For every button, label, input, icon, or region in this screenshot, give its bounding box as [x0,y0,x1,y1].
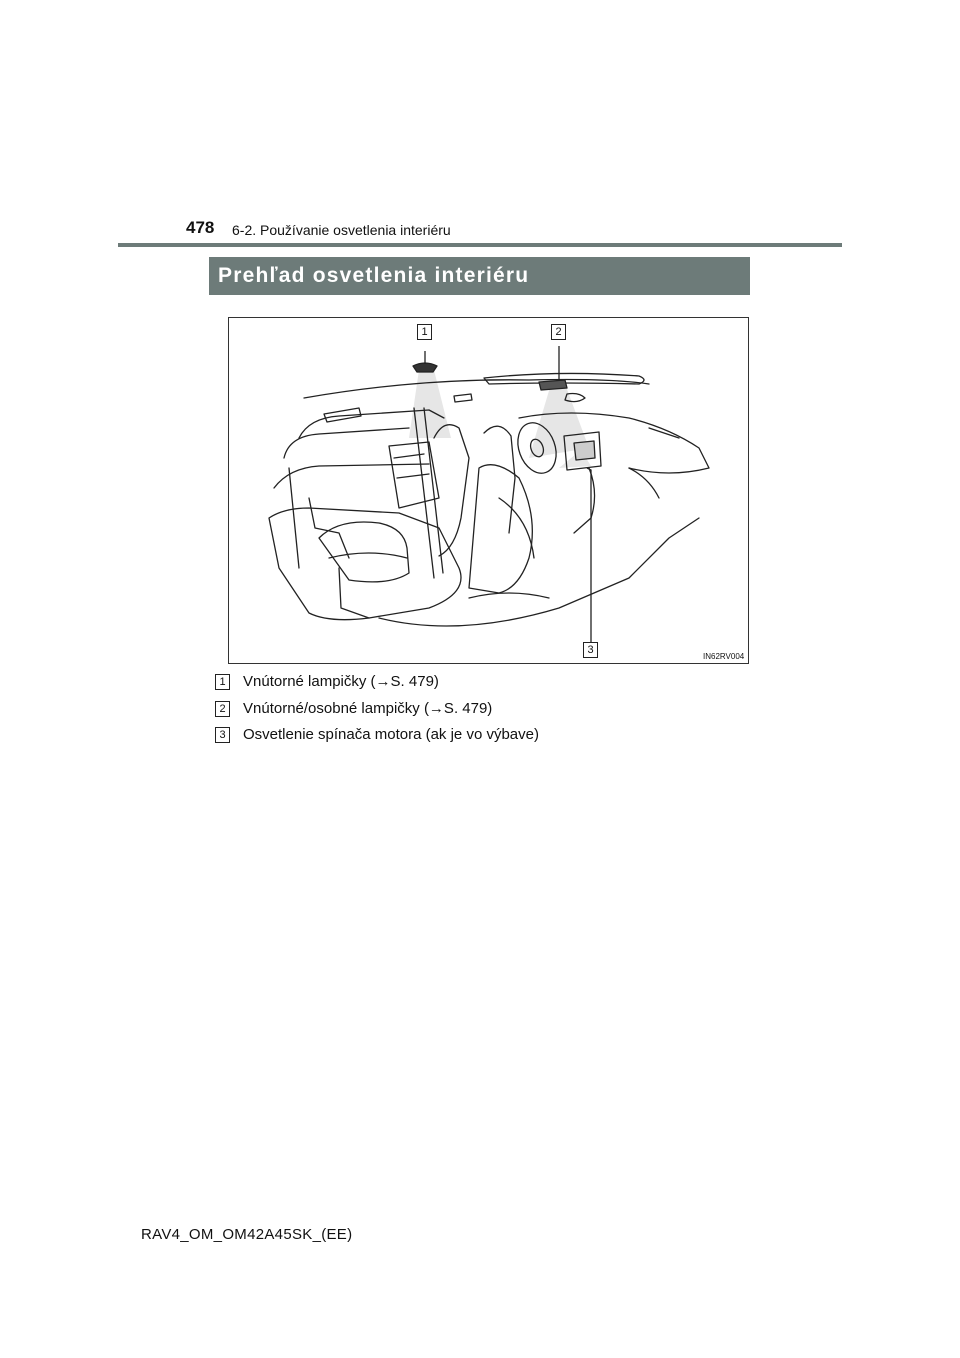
page-number: 478 [186,218,215,237]
legend-number: 2 [215,701,230,717]
legend-text: Vnútorné/osobné lampičky (→S. 479) [243,700,493,717]
footer-doc-code: RAV4_OM_OM42A45SK_(EE) [141,1226,353,1243]
callout-1: 1 [417,324,432,340]
car-interior-drawing [229,318,750,665]
legend-number: 3 [215,727,230,743]
legend-text: Osvetlenie spínača motora (ak je vo výbave) [243,726,539,743]
figure-code: IN62RV004 [703,652,745,661]
legend-number: 1 [215,674,230,690]
section-title: Prehľad osvetlenia interiéru [218,264,530,287]
legend-text: Vnútorné lampičky (→S. 479) [243,673,439,690]
interior-illustration [228,317,749,664]
callout-2: 2 [551,324,566,340]
callout-3: 3 [583,642,598,658]
chapter-title: 6-2. Používanie osvetlenia interiéru [232,222,451,238]
header-divider [118,243,842,247]
